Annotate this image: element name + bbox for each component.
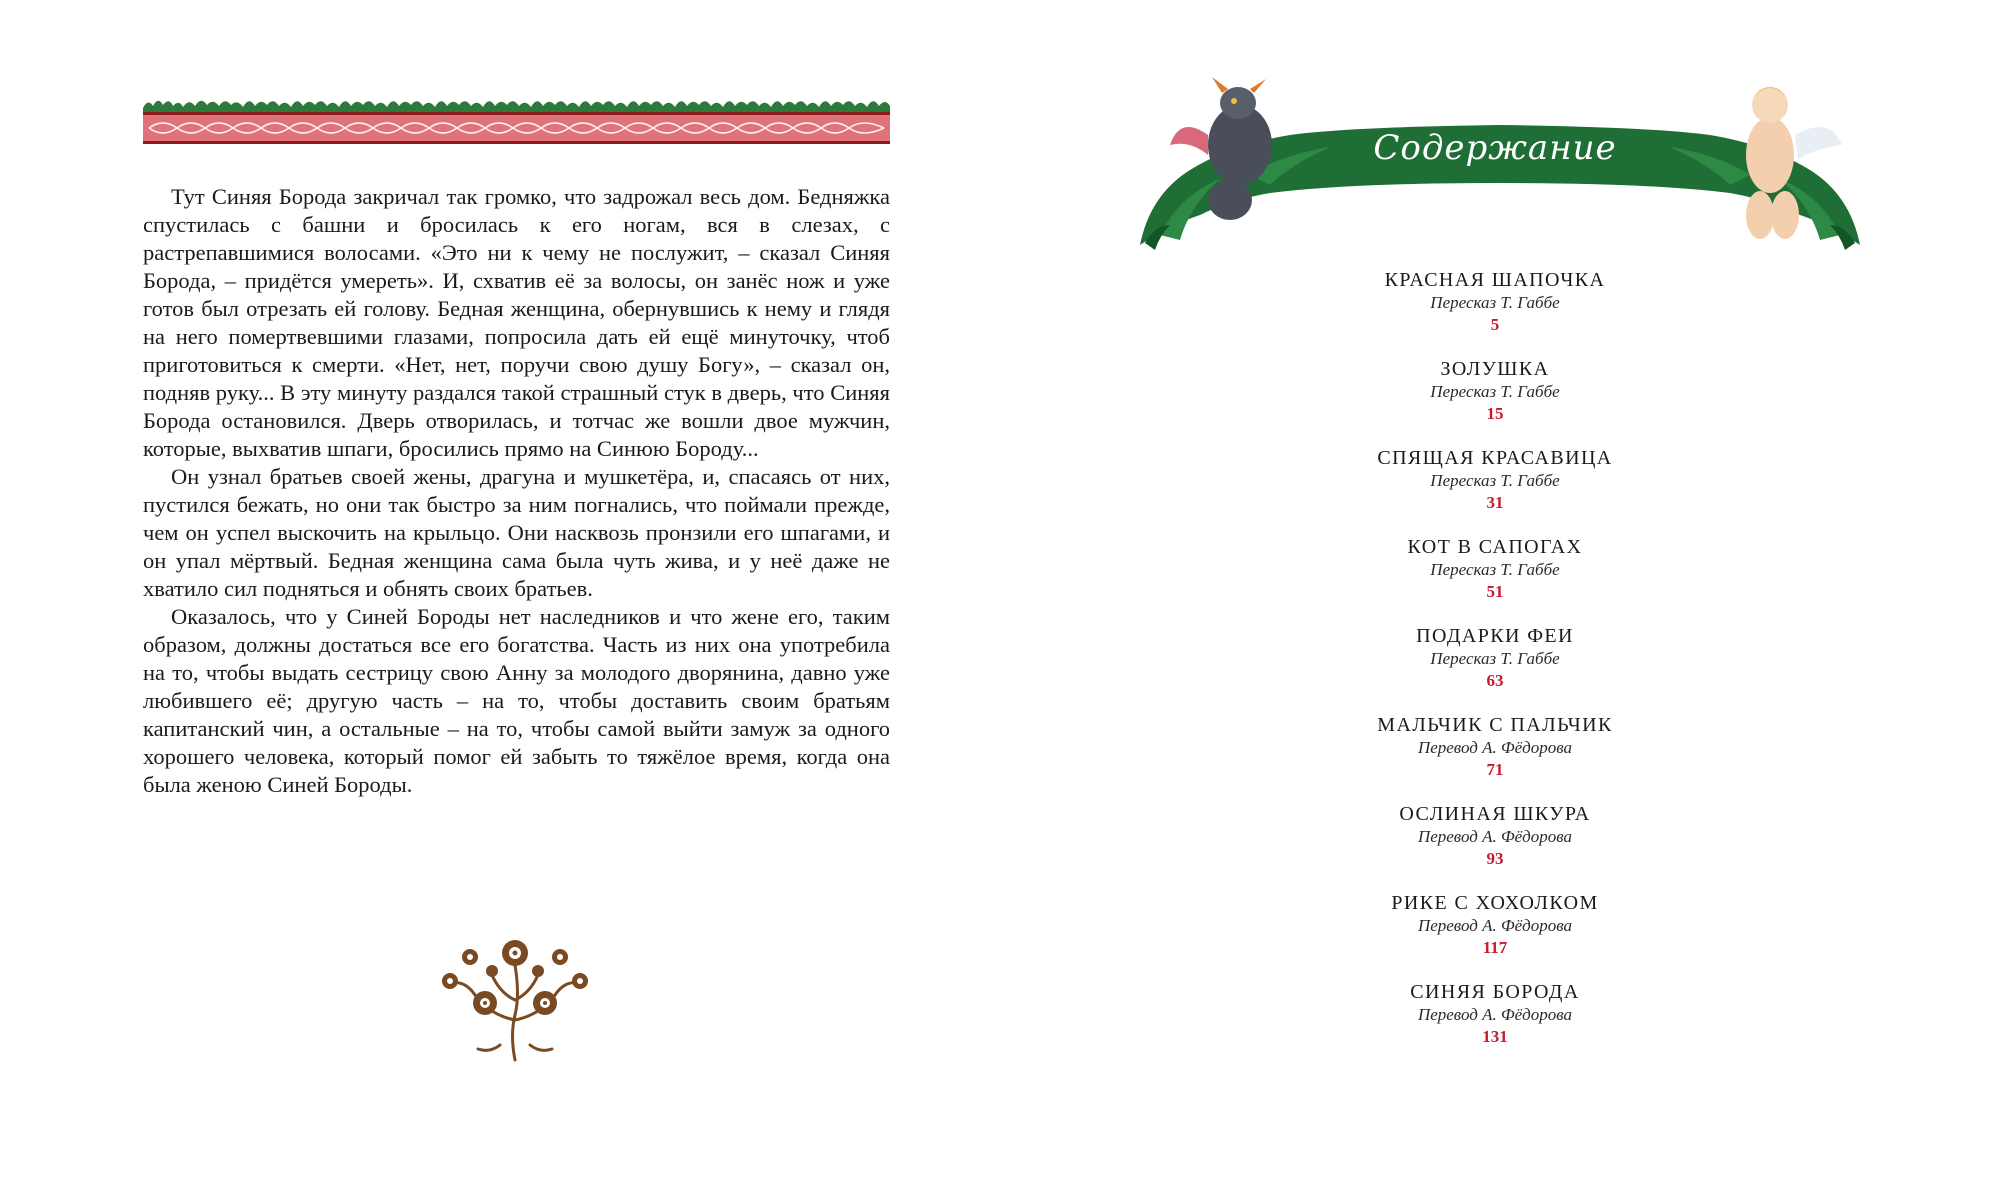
toc-page-number: 63	[1486, 671, 1504, 690]
toc-story-title: СИНЯЯ БОРОДА	[1410, 981, 1580, 1003]
contents-title: Содержание	[1373, 128, 1617, 168]
toc-translator: Перевод А. Фёдорова	[1417, 738, 1573, 757]
story-paragraph: Оказалось, что у Синей Бороды нет наследников и что жене его, таким образом, должны достаться все его богатства. Часть из них она употребила на то, чтобы выдать сестрицу свою Анну за молодого дворянина, давно уже любившего её; другую часть – на то, чтобы доставить своим братьям капитанский чин, а остальные – на то, чтобы самой выйти замуж за одного хорошего человека, который помог ей забыть то тяжёлое время, когда она была женою Синей Бороды.	[143, 604, 890, 797]
story-paragraph: Тут Синяя Борода закричал так громко, что задрожал весь дом. Бедняжка спустилась с башни и бросилась к его ногам, вся в слезах, с растрепавшимися волосами. «Это ни к чему не послужит, – сказал Синяя Борода, – придётся умереть». И, схватив её за волосы, он занёс нож и уже готов был отрезать ей голову. Бедная женщина, обернувшись к нему и глядя на него помертвевшими глазами, попросила дать ей ещё минуточку, чтоб приготовиться к смерти. «Нет, нет, поручи свою душу Богу», – сказал он, подняв руку... В эту минуту раздался такой страшный стук в дверь, что Синяя Борода остановился. Дверь отворилась, и тотчас же вошли двое мужчин, которые, выхватив шпаги, бросились прямо на Синюю Бороду...	[143, 184, 890, 461]
table-of-contents	[1300, 268, 1690, 1069]
toc-entry[interactable]	[1300, 535, 1690, 624]
story-text	[143, 183, 890, 799]
toc-story-title: РИКЕ С ХОХОЛКОМ	[1391, 892, 1599, 914]
toc-page-number: 31	[1486, 493, 1504, 512]
toc-translator: Перевод А. Фёдорова	[1417, 916, 1573, 935]
toc-story-title: ЗОЛУШКА	[1440, 358, 1550, 380]
toc-translator: Пересказ Т. Габбе	[1430, 471, 1560, 490]
toc-entry[interactable]	[1300, 357, 1690, 446]
toc-page-number: 5	[1490, 315, 1500, 334]
toc-story-title: СПЯЩАЯ КРАСАВИЦА	[1377, 447, 1613, 469]
toc-story-title: ПОДАРКИ ФЕИ	[1416, 625, 1574, 647]
toc-entry[interactable]	[1300, 980, 1690, 1069]
toc-entry[interactable]	[1300, 268, 1690, 357]
toc-page-number: 51	[1486, 582, 1504, 601]
toc-entry[interactable]	[1300, 802, 1690, 891]
toc-page-number: 15	[1486, 404, 1504, 423]
toc-page-number: 131	[1482, 1027, 1508, 1046]
toc-entry[interactable]	[1300, 446, 1690, 535]
toc-translator: Пересказ Т. Габбе	[1430, 382, 1560, 401]
toc-entry[interactable]	[1300, 624, 1690, 713]
toc-translator: Перевод А. Фёдорова	[1417, 1005, 1573, 1024]
decorative-border	[143, 96, 890, 148]
toc-translator: Перевод А. Фёдорова	[1417, 827, 1573, 846]
toc-translator: Пересказ Т. Габбе	[1430, 293, 1560, 312]
toc-entry[interactable]	[1300, 891, 1690, 980]
toc-story-title: ОСЛИНАЯ ШКУРА	[1399, 803, 1591, 825]
toc-page-number: 71	[1486, 760, 1504, 779]
toc-translator: Пересказ Т. Габбе	[1430, 560, 1560, 579]
floral-ornament	[430, 925, 600, 1065]
toc-translator: Пересказ Т. Габбе	[1430, 649, 1560, 668]
toc-story-title: КРАСНАЯ ШАПОЧКА	[1384, 269, 1606, 291]
story-paragraph: Он узнал братьев своей жены, драгуна и мушкетёра, и, спасаясь от них, пустился бежать, но они так быстро за ним погнались, что поймали прежде, чем он успел выскочить на крыльцо. Они насквозь пронзили его шпагами, и он упал мёртвый. Бедная женщина сама была чуть жива, и у неё даже не хватило сил подняться и обнять своих братьев.	[143, 464, 890, 601]
toc-story-title: КОТ В САПОГАХ	[1407, 536, 1583, 558]
toc-entry[interactable]	[1300, 713, 1690, 802]
toc-page-number: 93	[1486, 849, 1504, 868]
toc-story-title: МАЛЬЧИК С ПАЛЬЧИК	[1377, 714, 1613, 736]
toc-page-number: 117	[1482, 938, 1508, 957]
